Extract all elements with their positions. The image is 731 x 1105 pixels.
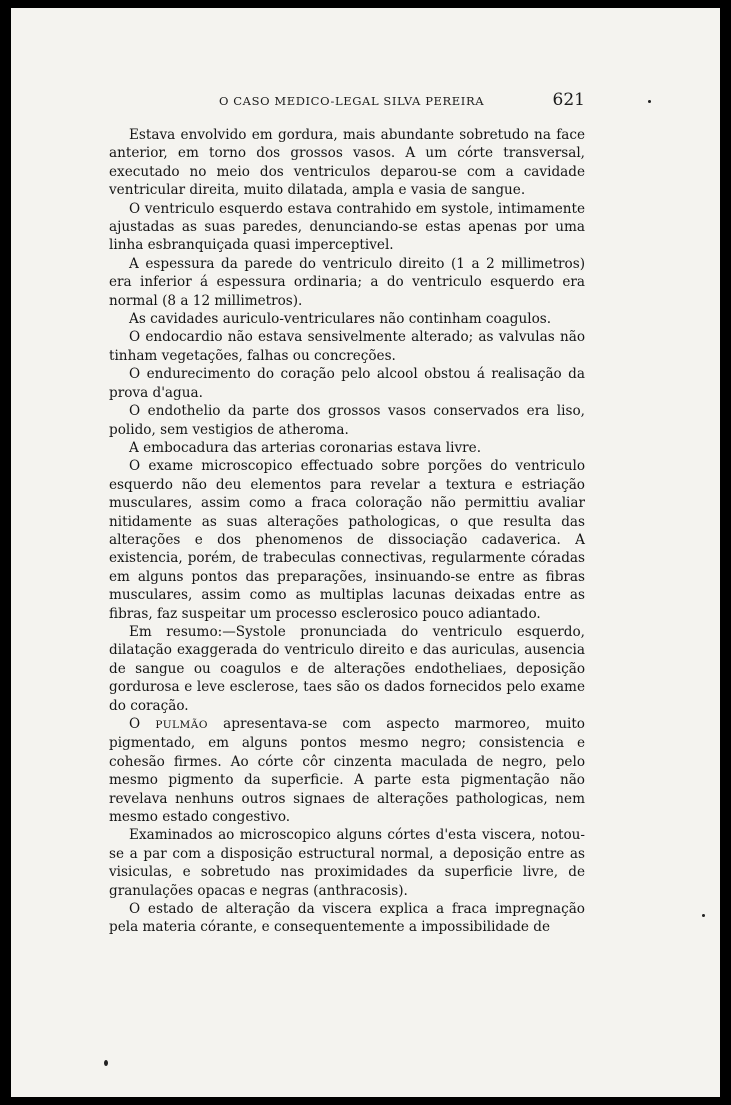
paragraph: Examinados ao microscopico alguns córtes d'esta viscera, notou-se a par com a disposição estructural normal, a deposição entre as visiculas, e sobretudo nas proximidades da superficie livre, de granulações opacas e negras (anthracosis). bbox=[109, 827, 585, 899]
lung-paragraph-lead: O bbox=[129, 716, 156, 732]
paragraph: O endurecimento do coração pelo alcool obstou á realisação da prova d'agua. bbox=[109, 366, 585, 401]
paragraph: O ventriculo esquerdo estava contrahido em systole, intimamente ajustadas as suas paredes, denunciando-se estas apenas por uma linha esbranquiçada quasi imperceptivel. bbox=[109, 200, 585, 254]
paragraph: Estava envolvido em gordura, mais abundante sobretudo na face anterior, em torno dos grossos vasos. A um córte transversal, executado no meio dos ventriculos deparou-se com a cavidade ventricular direita, muito dilatada, ampla e vasia de sangue. bbox=[109, 127, 585, 199]
body-text bbox=[109, 126, 585, 937]
paragraph: O estado de alteração da viscera explica a fraca impregnação pela materia córante, e consequentemente a impossibilidade de bbox=[109, 901, 585, 936]
scan-speck bbox=[648, 100, 651, 103]
paragraph: O endocardio não estava sensivelmente alterado; as valvulas não tinham vegetações, falhas ou concreções. bbox=[109, 329, 585, 364]
paragraph: As cavidades auriculo-ventriculares não continham coagulos. bbox=[129, 311, 552, 328]
running-title: O CASO MEDICO-LEGAL SILVA PEREIRA bbox=[219, 94, 485, 108]
lung-paragraph-text: apresentava-se com aspecto marmoreo, muito pigmentado, em alguns pontos mesmo negro; consistencia e cohesão firmes. Ao córte côr cinzenta maculada de negro, pelo mesmo pigmento da superficie. A parte esta pigmentação não revelava nenhuns outros signaes de alterações pathologicas, nem mesmo estado congestivo. bbox=[109, 716, 585, 826]
paragraph: O endothelio da parte dos grossos vasos conservados era liso, polido, sem vestigios de atheroma. bbox=[109, 403, 585, 438]
paragraph: A espessura da parede do ventriculo direito (1 a 2 millimetros) era inferior á espessura ordinaria; a do ventriculo esquerdo era normal (8 a 12 millimetros). bbox=[109, 255, 585, 309]
lung-heading-small-caps: PULMÃO bbox=[155, 719, 208, 731]
book-page bbox=[11, 8, 720, 1097]
scan-speck bbox=[702, 914, 705, 917]
lung-paragraph bbox=[109, 715, 585, 826]
scan-speck bbox=[104, 1060, 108, 1066]
paragraph: O exame microscopico effectuado sobre porções do ventriculo esquerdo não deu elementos para revelar a textura e estriação musculares, assim como a fraca coloração não permittiu avaliar nitidamente as suas alterações pathologicas, o que resulta das alterações e dos phenomenos de dissociação cadaverica. A existencia, porém, de trabeculas connectivas, regularmente córadas em alguns pontos das preparações, insinuando-se entre as fibras musculares, assim como as multiplas lacunas deixadas entre as fibras, faz suspeitar um processo esclerosico pouco adiantado. bbox=[109, 458, 585, 622]
paragraph: A embocadura das arterias coronarias estava livre. bbox=[129, 439, 482, 456]
page-header bbox=[109, 90, 585, 114]
page-number: 621 bbox=[552, 90, 585, 110]
paragraph: Em resumo:—Systole pronunciada do ventriculo esquerdo, dilatação exaggerada do ventriculo direito e das auriculas, ausencia de sangue ou coagulos e de alterações endotheliaes, deposição gordurosa e leve esclerose, taes são os dados fornecidos pelo exame do coração. bbox=[109, 623, 585, 714]
